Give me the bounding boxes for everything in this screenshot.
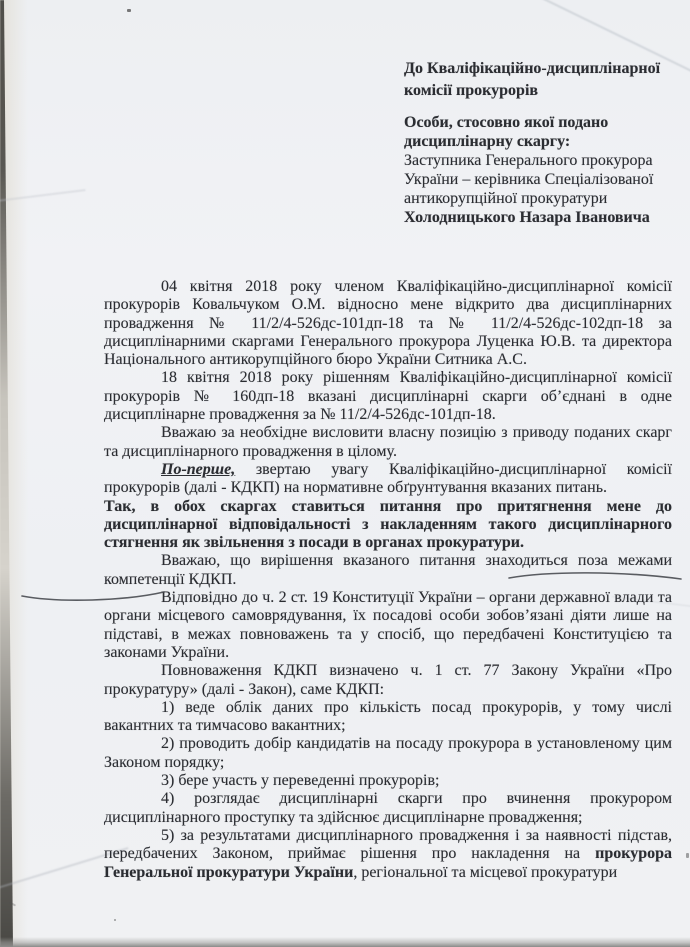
paragraph-outside-competence: Вважаю, що вирішення вказаного питання знаходиться поза межами компетенції КДКП. <box>104 552 672 588</box>
list-item-1: 1) веде облік даних про кількість посад прокурорів, у тому числі вакантних та тимчасово вакантних; <box>104 698 672 735</box>
addressee: До Кваліфікаційно-дисциплінарної комісії прокурорів <box>404 60 661 99</box>
list-item-3: 3) бере участь у переведенні прокурорів; <box>161 772 440 790</box>
subject-name: Холодницького Назара Івановича <box>404 209 650 226</box>
subject-label: Особи, стосовно якої подано дисциплінарну скаргу: <box>404 114 609 150</box>
list-item-5-end: , регіональної та місцевої прокуратури <box>353 863 618 881</box>
list-item-4: 4) розглядає дисциплінарні скарги про вчинення прокурором дисциплінарного проступку та здійснює дисциплінарне провадження; <box>104 790 672 826</box>
list-item-5-start: 5) за результатами дисциплінарного провадження і за наявності підстав, передбачених Законом, приймає рішення про накладення на <box>104 826 672 863</box>
paragraph-law-art77-intro: Повноваження КДКП визначено ч. 1 ст. 77 Закону України «Про прокуратуру» (далі - Закон), саме КДКП: <box>104 662 672 698</box>
document-body <box>104 278 672 882</box>
paragraph-complaints-claim: Так, в обох скаргах ставиться питання про притягнення мене до дисциплінарної відповідальності з накладенням такого дисциплінарного стягнення як звільнення з посади в органах прокуратури. <box>104 497 672 552</box>
paragraph-opening-proceedings: 04 квітня 2018 року членом Кваліфікаційно-дисциплінарної комісії прокурорів Ковальчуком О.М. відносно мене відкрито два дисциплінарних провадження № 11/2/4-526дс-101дп-18 та № 11/2/4-526дс-102дп-18 за дисциплінарними скаргами Генерального прокурора Луценка Ю.В. та директора Національного антикорупційного бюро України Ситника А.С. <box>104 278 672 369</box>
paragraph-po-pershe <box>104 461 672 498</box>
document-header <box>404 58 666 227</box>
subject-description: Заступника Генерального прокурора України – керівника Спеціалізованої антикорупційної прокуратури <box>404 152 654 207</box>
po-pershe-emphasis: По-перше, <box>161 460 236 478</box>
scan-bottom-shadow-edge <box>0 937 690 947</box>
scan-speck <box>686 853 689 858</box>
paragraph-constitution-art19: Відповідно до ч. 2 ст. 19 Конституції України – органи державної влади та органи місцевого самоврядування, їх посадові особи зобов’язані діяти лише на підставі, в межах повноважень та у спосіб, що передбачені Конституцією та законами України. <box>104 589 672 661</box>
scan-speck <box>127 9 131 12</box>
list-item-5-bold: прокурора Генеральної прокуратури України <box>104 845 672 881</box>
list-item-5 <box>104 827 672 882</box>
list-item-2: 2) проводить добір кандидатів на посаду прокурора в установленому цим Законом порядку; <box>104 735 672 771</box>
po-pershe-rest: звертаю увагу Кваліфікаційно-дисциплінарної комісії прокурорів (далі - КДКП) на нормативне обґрунтування вказаних питань. <box>104 460 672 497</box>
paragraph-merged-proceeding: 18 квітня 2018 року рішенням Кваліфікаційно-дисциплінарної комісії прокурорів № 160дп-18 вказані дисциплінарні скарги об’єднані в одне дисциплінарне провадження за № 11/2/4-526дс-101дп-18. <box>104 369 672 424</box>
paragraph-own-position: Вважаю за необхідне висловити власну позицію з приводу поданих скарг та дисциплінарного провадження в цілому. <box>104 424 672 460</box>
scan-speck <box>114 919 116 921</box>
